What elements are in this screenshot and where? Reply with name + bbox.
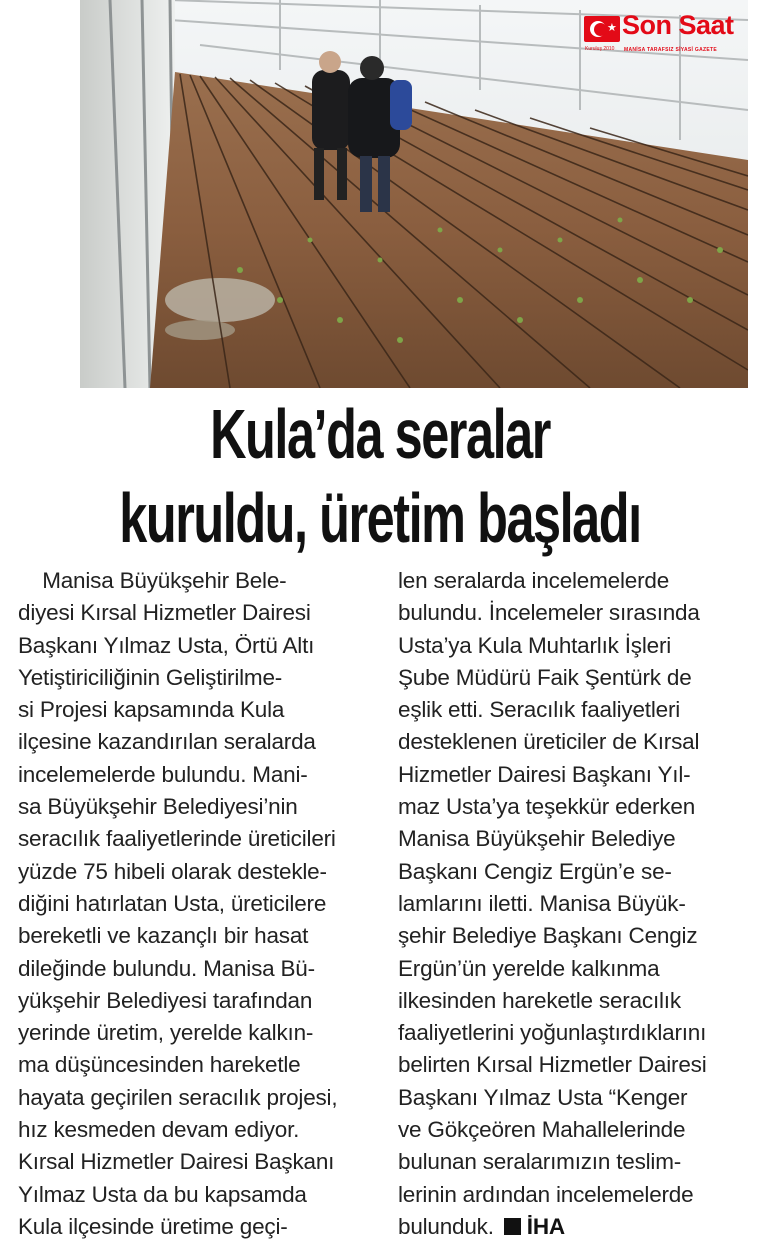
- headline-line-1: Kula’da seralar: [210, 395, 550, 473]
- article-line: Şube Müdürü Faik Şentürk de: [398, 664, 692, 690]
- headline-line-2: kuruldu, üretim başladı: [119, 479, 641, 557]
- article-line: Kırsal Hizmetler Dairesi Başkanı: [18, 1149, 335, 1175]
- article-line: Hizmetler Dairesi Başkanı Yıl-: [398, 761, 691, 787]
- headline: [0, 392, 760, 560]
- article-line: Ergün’ün yerelde kalkınma: [398, 955, 660, 981]
- article-column-2: [398, 565, 748, 1243]
- logo-tagline: MANİSA TARAFSIZ SİYASİ GAZETE: [624, 47, 717, 53]
- article-line: seracılık faaliyetlerinde üreticileri: [18, 826, 336, 852]
- article-line: Başkanı Yılmaz Usta, Örtü Altı: [18, 632, 315, 658]
- article-line: Yılmaz Usta da bu kapsamda: [18, 1181, 307, 1207]
- article-line: Usta’ya Kula Muhtarlık İşleri: [398, 632, 672, 658]
- article-line: bulunan seralarımızın teslim-: [398, 1149, 682, 1175]
- article-line: Başkanı Cengiz Ergün’e se-: [398, 858, 672, 884]
- article-line: Manisa Büyükşehir Belediye: [398, 826, 676, 852]
- article-line: maz Usta’ya teşekkür ederken: [398, 794, 696, 820]
- article-line: Kula ilçesinde üretime geçi-: [18, 1213, 288, 1239]
- article-line: diyesi Kırsal Hizmetler Dairesi: [18, 600, 311, 626]
- article-last-text: bulunduk.: [398, 1213, 494, 1239]
- article-line: bereketli ve kazançlı bir hasat: [18, 923, 309, 949]
- article-line: dileğinde bulundu. Manisa Bü-: [18, 955, 315, 981]
- article-line: belirten Kırsal Hizmetler Dairesi: [398, 1052, 707, 1078]
- article-line: lerinin ardından incelemelerde: [398, 1181, 694, 1207]
- article-line: diğini hatırlatan Usta, üreticilere: [18, 890, 327, 916]
- article-line: si Projesi kapsamında Kula: [18, 697, 285, 723]
- article-line: ilkesinden hareketle seracılık: [398, 987, 681, 1013]
- article-line: sa Büyükşehir Belediyesi’nin: [18, 794, 298, 820]
- article-line: Yetiştiriciliğinin Geliştirilme-: [18, 664, 283, 690]
- article-line: len seralarda incelemelerde: [398, 568, 670, 593]
- article-line: hayata geçirilen seracılık projesi,: [18, 1084, 338, 1110]
- article-line: yükşehir Belediyesi tarafından: [18, 987, 313, 1013]
- article-line: faaliyetlerini yoğunlaştırdıklarını: [398, 1020, 707, 1046]
- source-square-icon: [504, 1218, 521, 1235]
- article-line: hız kesmeden devam ediyor.: [18, 1117, 300, 1143]
- article-line: şehir Belediye Başkanı Cengiz: [398, 923, 698, 949]
- logo-founded: Kuruluş 2010: [585, 46, 615, 52]
- turkish-flag-icon: ★: [584, 16, 620, 42]
- logo-brand: Son Saat: [622, 10, 734, 40]
- article-line: yüzde 75 hibeli olarak destekle-: [18, 858, 327, 884]
- article-line: ma düşüncesinden hareketle: [18, 1052, 301, 1078]
- article-column-1: [18, 565, 368, 1243]
- article-line: bulundu. İncelemeler sırasında: [398, 600, 700, 626]
- article-line: ilçesine kazandırılan seralarda: [18, 729, 316, 755]
- article-last-line: [398, 1211, 748, 1243]
- article-line: eşlik etti. Seracılık faaliyetleri: [398, 697, 681, 723]
- article-line: desteklenen üreticiler de Kırsal: [398, 729, 700, 755]
- article-line: ve Gökçeören Mahallelerinde: [398, 1117, 686, 1143]
- son-saat-logo: [584, 10, 754, 64]
- article-line: lamlarını iletti. Manisa Büyük-: [398, 890, 686, 916]
- news-agency-source: İHA: [526, 1213, 565, 1239]
- article-line: Manisa Büyükşehir Bele-: [18, 568, 287, 593]
- article-line: Başkanı Yılmaz Usta “Kenger: [398, 1084, 688, 1110]
- article-line: yerinde üretim, yerelde kalkın-: [18, 1020, 314, 1046]
- article-line: incelemelerde bulundu. Mani-: [18, 761, 308, 787]
